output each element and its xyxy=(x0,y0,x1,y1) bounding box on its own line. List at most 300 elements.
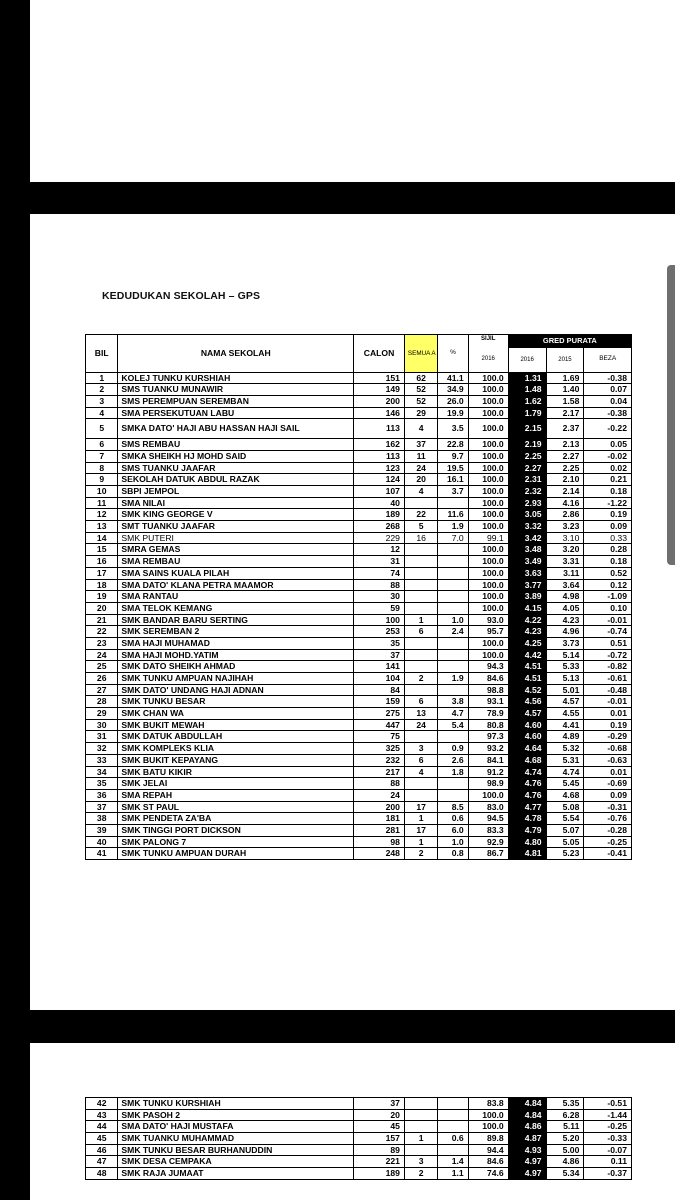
table-row xyxy=(86,673,632,685)
cell-percent: 11.6 xyxy=(438,509,468,521)
cell-school-name: SMK TUANKU MUHAMMAD xyxy=(118,1133,354,1145)
cell-percent xyxy=(438,1144,468,1156)
cell-sijil: 100.0 xyxy=(468,395,508,407)
cell-beza: 0.33 xyxy=(584,532,632,544)
table-row xyxy=(86,1121,632,1133)
cell-gred-2016: 4.76 xyxy=(508,778,546,790)
table-row xyxy=(86,407,632,419)
cell-percent xyxy=(438,567,468,579)
cell-beza: -0.25 xyxy=(584,836,632,848)
cell-bil: 27 xyxy=(86,684,118,696)
col-gred-2016: 2016 xyxy=(508,347,546,372)
table-row xyxy=(86,696,632,708)
table-row xyxy=(86,661,632,673)
cell-semua-a: 11 xyxy=(404,450,438,462)
cell-school-name: SMA DATO' HAJI MUSTAFA xyxy=(118,1121,354,1133)
cell-calon: 221 xyxy=(354,1156,405,1168)
cell-beza: 0.28 xyxy=(584,544,632,556)
table-row xyxy=(86,614,632,626)
scrollbar-thumb[interactable] xyxy=(667,265,675,565)
cell-school-name: SMT TUANKU JAAFAR xyxy=(118,521,354,533)
cell-calon: 88 xyxy=(354,778,405,790)
cell-bil: 21 xyxy=(86,614,118,626)
cell-gred-2015: 1.40 xyxy=(546,384,584,396)
cell-gred-2015: 5.33 xyxy=(546,661,584,673)
cell-bil: 16 xyxy=(86,556,118,568)
cell-bil: 45 xyxy=(86,1133,118,1145)
cell-gred-2016: 4.84 xyxy=(508,1098,546,1110)
cell-bil: 4 xyxy=(86,407,118,419)
document-page-previous xyxy=(30,0,675,182)
cell-school-name: SMK CHAN WA xyxy=(118,708,354,720)
cell-gred-2015: 3.73 xyxy=(546,637,584,649)
cell-bil: 3 xyxy=(86,395,118,407)
cell-gred-2015: 4.68 xyxy=(546,789,584,801)
cell-school-name: SMK PASOH 2 xyxy=(118,1109,354,1121)
cell-beza: 0.21 xyxy=(584,474,632,486)
cell-school-name: SBPI JEMPOL xyxy=(118,486,354,498)
cell-school-name: SMK ST PAUL xyxy=(118,801,354,813)
cell-semua-a: 13 xyxy=(404,708,438,720)
cell-school-name: SMA DATO' KLANA PETRA MAAMOR xyxy=(118,579,354,591)
cell-calon: 104 xyxy=(354,673,405,685)
cell-sijil: 74.6 xyxy=(468,1168,508,1180)
cell-gred-2015: 2.37 xyxy=(546,419,584,439)
cell-semua-a: 4 xyxy=(404,419,438,439)
cell-gred-2015: 6.28 xyxy=(546,1109,584,1121)
cell-school-name: SMK BATU KIKIR xyxy=(118,766,354,778)
cell-semua-a: 16 xyxy=(404,532,438,544)
cell-school-name: SMK DATUK ABDULLAH xyxy=(118,731,354,743)
cell-percent: 4.7 xyxy=(438,708,468,720)
cell-semua-a: 1 xyxy=(404,614,438,626)
cell-school-name: SMK TUNKU KURSHIAH xyxy=(118,1098,354,1110)
cell-gred-2016: 3.05 xyxy=(508,509,546,521)
cell-school-name: SMK TINGGI PORT DICKSON xyxy=(118,824,354,836)
school-ranking-table xyxy=(85,334,632,860)
table-row xyxy=(86,1144,632,1156)
cell-percent: 1.0 xyxy=(438,614,468,626)
cell-gred-2015: 2.25 xyxy=(546,462,584,474)
cell-bil: 12 xyxy=(86,509,118,521)
cell-calon: 98 xyxy=(354,836,405,848)
cell-semua-a: 4 xyxy=(404,486,438,498)
cell-gred-2016: 2.93 xyxy=(508,497,546,509)
cell-calon: 113 xyxy=(354,450,405,462)
cell-percent: 22.8 xyxy=(438,439,468,451)
school-ranking-table-continued xyxy=(85,1097,632,1180)
cell-bil: 1 xyxy=(86,372,118,384)
cell-semua-a: 5 xyxy=(404,521,438,533)
table-row xyxy=(86,1098,632,1110)
cell-beza: -0.63 xyxy=(584,754,632,766)
cell-gred-2015: 1.58 xyxy=(546,395,584,407)
table-row xyxy=(86,789,632,801)
cell-calon: 229 xyxy=(354,532,405,544)
cell-calon: 37 xyxy=(354,649,405,661)
cell-school-name: SMS PEREMPUAN SEREMBAN xyxy=(118,395,354,407)
col-nama-sekolah: NAMA SEKOLAH xyxy=(118,335,354,373)
cell-sijil: 92.9 xyxy=(468,836,508,848)
cell-beza: 0.11 xyxy=(584,1156,632,1168)
cell-calon: 189 xyxy=(354,509,405,521)
cell-percent xyxy=(438,661,468,673)
cell-percent: 1.4 xyxy=(438,1156,468,1168)
cell-gred-2016: 4.52 xyxy=(508,684,546,696)
cell-gred-2016: 3.49 xyxy=(508,556,546,568)
table-row xyxy=(86,462,632,474)
cell-school-name: SMK PENDETA ZA'BA xyxy=(118,813,354,825)
cell-percent xyxy=(438,1109,468,1121)
cell-beza: -0.69 xyxy=(584,778,632,790)
cell-calon: 149 xyxy=(354,384,405,396)
cell-school-name: SMS TUANKU MUNAWIR xyxy=(118,384,354,396)
cell-calon: 45 xyxy=(354,1121,405,1133)
cell-beza: 0.09 xyxy=(584,789,632,801)
cell-calon: 37 xyxy=(354,1098,405,1110)
table-body-continued xyxy=(86,1098,632,1180)
cell-semua-a: 6 xyxy=(404,696,438,708)
cell-bil: 5 xyxy=(86,419,118,439)
cell-semua-a: 1 xyxy=(404,813,438,825)
cell-gred-2016: 1.62 xyxy=(508,395,546,407)
cell-calon: 40 xyxy=(354,497,405,509)
cell-gred-2016: 3.42 xyxy=(508,532,546,544)
cell-gred-2015: 5.14 xyxy=(546,649,584,661)
cell-semua-a: 22 xyxy=(404,509,438,521)
cell-sijil: 78.9 xyxy=(468,708,508,720)
cell-gred-2015: 2.27 xyxy=(546,450,584,462)
cell-percent: 19.9 xyxy=(438,407,468,419)
cell-calon: 88 xyxy=(354,579,405,591)
col-calon: CALON xyxy=(354,335,405,373)
cell-sijil: 100.0 xyxy=(468,1109,508,1121)
cell-gred-2016: 4.97 xyxy=(508,1168,546,1180)
col-semua-a: SEMUA A xyxy=(404,335,438,373)
cell-bil: 37 xyxy=(86,801,118,813)
cell-semua-a xyxy=(404,637,438,649)
cell-bil: 42 xyxy=(86,1098,118,1110)
cell-gred-2015: 5.00 xyxy=(546,1144,584,1156)
cell-beza: -0.28 xyxy=(584,824,632,836)
cell-sijil: 100.0 xyxy=(468,591,508,603)
cell-gred-2015: 1.69 xyxy=(546,372,584,384)
cell-bil: 18 xyxy=(86,579,118,591)
cell-sijil: 100.0 xyxy=(468,649,508,661)
cell-percent xyxy=(438,544,468,556)
cell-calon: 253 xyxy=(354,626,405,638)
cell-bil: 19 xyxy=(86,591,118,603)
cell-gred-2016: 4.56 xyxy=(508,696,546,708)
cell-gred-2016: 4.79 xyxy=(508,824,546,836)
cell-beza: -0.33 xyxy=(584,1133,632,1145)
cell-beza: -1.22 xyxy=(584,497,632,509)
cell-calon: 447 xyxy=(354,719,405,731)
cell-sijil: 83.8 xyxy=(468,1098,508,1110)
cell-gred-2015: 5.34 xyxy=(546,1168,584,1180)
table-row xyxy=(86,450,632,462)
cell-school-name: SMA HAJI MUHAMAD xyxy=(118,637,354,649)
cell-gred-2015: 2.13 xyxy=(546,439,584,451)
cell-beza: -0.72 xyxy=(584,649,632,661)
cell-calon: 84 xyxy=(354,684,405,696)
cell-calon: 31 xyxy=(354,556,405,568)
cell-percent: 34.9 xyxy=(438,384,468,396)
cell-percent: 26.0 xyxy=(438,395,468,407)
cell-beza: 0.07 xyxy=(584,384,632,396)
cell-gred-2015: 3.10 xyxy=(546,532,584,544)
cell-semua-a xyxy=(404,789,438,801)
cell-sijil: 80.8 xyxy=(468,719,508,731)
cell-school-name: SMKA DATO' HAJI ABU HASSAN HAJI SAIL xyxy=(118,419,354,439)
cell-bil: 2 xyxy=(86,384,118,396)
cell-gred-2015: 4.55 xyxy=(546,708,584,720)
cell-percent: 5.4 xyxy=(438,719,468,731)
cell-sijil: 94.3 xyxy=(468,661,508,673)
cell-beza: -0.31 xyxy=(584,801,632,813)
cell-school-name: SMK TUNKU BESAR xyxy=(118,696,354,708)
cell-gred-2016: 4.22 xyxy=(508,614,546,626)
cell-semua-a: 2 xyxy=(404,848,438,860)
table-body xyxy=(86,372,632,860)
cell-sijil: 100.0 xyxy=(468,474,508,486)
document-page-next xyxy=(30,1043,675,1200)
cell-beza: -0.74 xyxy=(584,626,632,638)
cell-percent: 2.4 xyxy=(438,626,468,638)
cell-bil: 7 xyxy=(86,450,118,462)
cell-calon: 157 xyxy=(354,1133,405,1145)
cell-school-name: SMS TUANKU JAAFAR xyxy=(118,462,354,474)
table-row xyxy=(86,637,632,649)
cell-school-name: SMK KOMPLEKS KLIA xyxy=(118,743,354,755)
cell-gred-2016: 2.27 xyxy=(508,462,546,474)
cell-bil: 13 xyxy=(86,521,118,533)
cell-calon: 20 xyxy=(354,1109,405,1121)
cell-beza: 0.51 xyxy=(584,637,632,649)
table-row xyxy=(86,509,632,521)
cell-sijil: 100.0 xyxy=(468,579,508,591)
cell-bil: 14 xyxy=(86,532,118,544)
cell-gred-2016: 4.76 xyxy=(508,789,546,801)
cell-gred-2016: 4.81 xyxy=(508,848,546,860)
col-gred-2015: 2015 xyxy=(546,347,584,372)
cell-gred-2015: 4.57 xyxy=(546,696,584,708)
cell-beza: -0.01 xyxy=(584,696,632,708)
cell-semua-a xyxy=(404,567,438,579)
cell-school-name: SMA NILAI xyxy=(118,497,354,509)
table-row xyxy=(86,419,632,439)
cell-gred-2016: 4.78 xyxy=(508,813,546,825)
cell-gred-2015: 5.13 xyxy=(546,673,584,685)
cell-gred-2016: 2.25 xyxy=(508,450,546,462)
cell-gred-2015: 4.41 xyxy=(546,719,584,731)
cell-percent: 41.1 xyxy=(438,372,468,384)
cell-calon: 189 xyxy=(354,1168,405,1180)
table-row xyxy=(86,801,632,813)
cell-semua-a: 52 xyxy=(404,384,438,396)
cell-beza: 0.10 xyxy=(584,602,632,614)
cell-bil: 29 xyxy=(86,708,118,720)
cell-gred-2016: 3.32 xyxy=(508,521,546,533)
cell-percent xyxy=(438,1121,468,1133)
cell-calon: 74 xyxy=(354,567,405,579)
cell-sijil: 100.0 xyxy=(468,486,508,498)
cell-sijil: 100.0 xyxy=(468,407,508,419)
cell-percent xyxy=(438,497,468,509)
cell-sijil: 98.8 xyxy=(468,684,508,696)
table-row xyxy=(86,497,632,509)
cell-beza: 0.12 xyxy=(584,579,632,591)
table-row xyxy=(86,602,632,614)
cell-beza: -0.02 xyxy=(584,450,632,462)
col-bil: BIL xyxy=(86,335,118,373)
cell-sijil: 99.1 xyxy=(468,532,508,544)
cell-bil: 11 xyxy=(86,497,118,509)
cell-semua-a xyxy=(404,1121,438,1133)
cell-calon: 100 xyxy=(354,614,405,626)
cell-sijil: 84.6 xyxy=(468,673,508,685)
page-title: KEDUDUKAN SEKOLAH – GPS xyxy=(102,290,261,302)
cell-school-name: SMA PERSEKUTUAN LABU xyxy=(118,407,354,419)
cell-percent: 8.5 xyxy=(438,801,468,813)
cell-sijil: 83.3 xyxy=(468,824,508,836)
cell-sijil: 100.0 xyxy=(468,419,508,439)
table-row xyxy=(86,372,632,384)
cell-percent: 6.0 xyxy=(438,824,468,836)
cell-calon: 124 xyxy=(354,474,405,486)
cell-beza: -0.29 xyxy=(584,731,632,743)
cell-calon: 59 xyxy=(354,602,405,614)
cell-sijil: 100.0 xyxy=(468,637,508,649)
cell-gred-2016: 4.87 xyxy=(508,1133,546,1145)
cell-semua-a: 62 xyxy=(404,372,438,384)
cell-beza: 0.01 xyxy=(584,708,632,720)
cell-gred-2015: 2.10 xyxy=(546,474,584,486)
cell-percent: 1.8 xyxy=(438,766,468,778)
cell-semua-a xyxy=(404,661,438,673)
cell-gred-2015: 2.86 xyxy=(546,509,584,521)
cell-percent: 3.5 xyxy=(438,419,468,439)
cell-semua-a xyxy=(404,1144,438,1156)
cell-bil: 48 xyxy=(86,1168,118,1180)
table-row xyxy=(86,778,632,790)
cell-bil: 33 xyxy=(86,754,118,766)
cell-school-name: SMK TUNKU AMPUAN DURAH xyxy=(118,848,354,860)
cell-sijil: 94.5 xyxy=(468,813,508,825)
cell-sijil: 100.0 xyxy=(468,544,508,556)
cell-calon: 141 xyxy=(354,661,405,673)
cell-semua-a: 2 xyxy=(404,1168,438,1180)
table-row xyxy=(86,567,632,579)
cell-bil: 28 xyxy=(86,696,118,708)
cell-semua-a: 4 xyxy=(404,766,438,778)
cell-percent: 9.7 xyxy=(438,450,468,462)
cell-beza: -1.44 xyxy=(584,1109,632,1121)
cell-bil: 40 xyxy=(86,836,118,848)
cell-semua-a: 1 xyxy=(404,836,438,848)
cell-bil: 44 xyxy=(86,1121,118,1133)
cell-school-name: SMK DESA CEMPAKA xyxy=(118,1156,354,1168)
cell-school-name: SMRA GEMAS xyxy=(118,544,354,556)
cell-calon: 12 xyxy=(354,544,405,556)
cell-school-name: SMK PALONG 7 xyxy=(118,836,354,848)
cell-gred-2015: 4.74 xyxy=(546,766,584,778)
cell-sijil: 91.2 xyxy=(468,766,508,778)
cell-school-name: SMA REMBAU xyxy=(118,556,354,568)
table-row xyxy=(86,591,632,603)
cell-gred-2015: 5.35 xyxy=(546,1098,584,1110)
cell-gred-2015: 5.54 xyxy=(546,813,584,825)
cell-percent: 7.0 xyxy=(438,532,468,544)
cell-percent: 1.9 xyxy=(438,521,468,533)
cell-school-name: SMK BANDAR BARU SERTING xyxy=(118,614,354,626)
cell-beza: 0.19 xyxy=(584,719,632,731)
cell-percent: 16.1 xyxy=(438,474,468,486)
cell-school-name: SMK RAJA JUMAAT xyxy=(118,1168,354,1180)
cell-bil: 10 xyxy=(86,486,118,498)
cell-calon: 146 xyxy=(354,407,405,419)
cell-school-name: SMK BUKIT KEPAYANG xyxy=(118,754,354,766)
cell-beza: -0.41 xyxy=(584,848,632,860)
cell-sijil: 93.2 xyxy=(468,743,508,755)
cell-bil: 41 xyxy=(86,848,118,860)
cell-percent xyxy=(438,579,468,591)
cell-beza: 0.18 xyxy=(584,486,632,498)
cell-semua-a xyxy=(404,1098,438,1110)
table-row xyxy=(86,474,632,486)
cell-sijil: 89.8 xyxy=(468,1133,508,1145)
cell-bil: 32 xyxy=(86,743,118,755)
col-gred-purata: GRED PURATA xyxy=(508,335,631,348)
cell-semua-a: 17 xyxy=(404,824,438,836)
table-row xyxy=(86,626,632,638)
cell-gred-2015: 3.23 xyxy=(546,521,584,533)
col-sijil: SIJIL xyxy=(468,335,508,348)
cell-calon: 113 xyxy=(354,419,405,439)
cell-gred-2015: 4.16 xyxy=(546,497,584,509)
cell-percent xyxy=(438,649,468,661)
cell-gred-2015: 4.98 xyxy=(546,591,584,603)
cell-school-name: SMKA SHEIKH HJ MOHD SAID xyxy=(118,450,354,462)
cell-sijil: 100.0 xyxy=(468,439,508,451)
cell-calon: 123 xyxy=(354,462,405,474)
cell-percent xyxy=(438,637,468,649)
cell-sijil: 84.1 xyxy=(468,754,508,766)
cell-percent xyxy=(438,684,468,696)
cell-percent xyxy=(438,789,468,801)
cell-bil: 22 xyxy=(86,626,118,638)
table-row xyxy=(86,813,632,825)
cell-semua-a: 17 xyxy=(404,801,438,813)
cell-gred-2015: 4.96 xyxy=(546,626,584,638)
cell-sijil: 93.0 xyxy=(468,614,508,626)
cell-bil: 6 xyxy=(86,439,118,451)
cell-semua-a: 24 xyxy=(404,462,438,474)
cell-percent: 0.6 xyxy=(438,813,468,825)
cell-beza: -0.76 xyxy=(584,813,632,825)
table-row xyxy=(86,1156,632,1168)
cell-semua-a: 20 xyxy=(404,474,438,486)
table-row xyxy=(86,1133,632,1145)
cell-beza: -0.68 xyxy=(584,743,632,755)
table-row xyxy=(86,754,632,766)
cell-bil: 23 xyxy=(86,637,118,649)
cell-percent: 1.9 xyxy=(438,673,468,685)
cell-beza: 0.18 xyxy=(584,556,632,568)
cell-school-name: SMK TUNKU BESAR BURHANUDDIN xyxy=(118,1144,354,1156)
cell-gred-2015: 4.05 xyxy=(546,602,584,614)
cell-bil: 46 xyxy=(86,1144,118,1156)
